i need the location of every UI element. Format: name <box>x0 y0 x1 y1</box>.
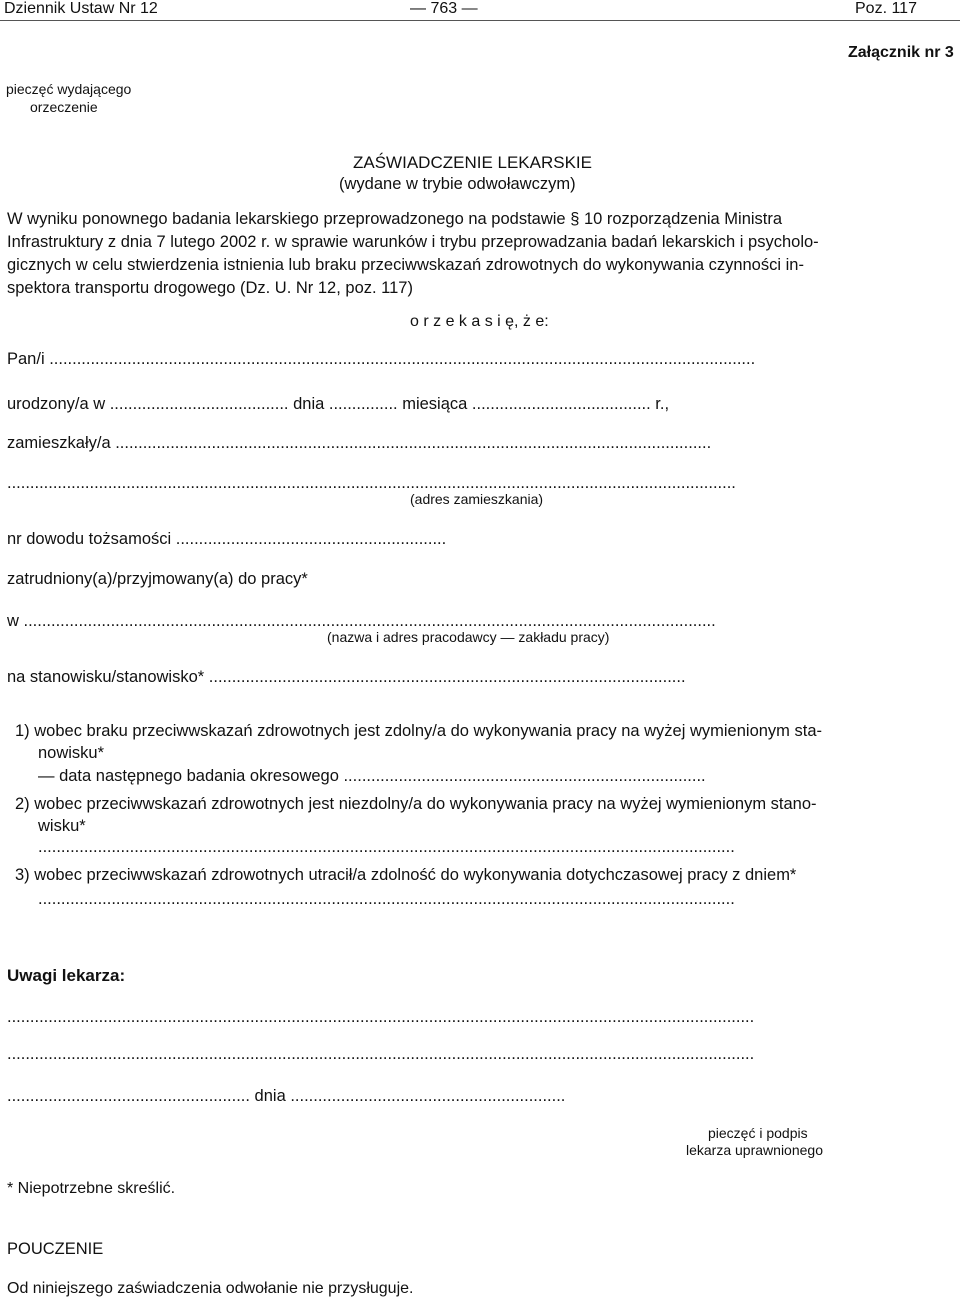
doctor-stamp-line2: lekarza uprawnionego <box>686 1142 823 1158</box>
issuer-stamp-line2: orzeczenie <box>30 99 98 115</box>
birth-field[interactable]: urodzony/a w ....................................... dnia ............... miesiąca ....................................... r., <box>7 395 670 413</box>
instruction-heading: POUCZENIE <box>7 1240 104 1258</box>
intro-line-3: gicznych w celu stwierdzenia istnienia lub braku przeciwwskazań zdrowotnych do wykonywania czynności in- <box>7 256 804 274</box>
option-2-dotted-line[interactable]: ........................................................................................................................................................ <box>38 838 735 856</box>
position-number: Poz. 117 <box>855 0 917 17</box>
instruction-text: Od niniejszego zaświadczenia odwołanie nie przysługuje. <box>7 1280 414 1297</box>
remarks-line-2[interactable]: ................................................................................................................................................................... <box>7 1045 755 1063</box>
header-rule <box>0 20 960 21</box>
option-1-line-2: nowisku* <box>38 744 105 762</box>
position-field[interactable]: na stanowisku/stanowisko* ........................................................................................................ <box>7 668 686 686</box>
page-number: — 763 — <box>410 0 478 17</box>
name-field[interactable]: Pan/i .......................................................................................................................................................... <box>7 350 756 368</box>
option-3-dotted-line[interactable]: ........................................................................................................................................................ <box>38 890 735 908</box>
residence-field[interactable]: zamieszkały/a .................................................................................................................................. <box>7 434 712 452</box>
id-number-field[interactable]: nr dowodu tożsamości ........................................................... <box>7 530 447 548</box>
document-title: ZAŚWIADCZENIE LEKARSKIE <box>353 153 592 172</box>
document-subtitle: (wydane w trybie odwoławczym) <box>339 175 576 193</box>
option-3-line-1: 3) wobec przeciwwskazań zdrowotnych utracił/a zdolność do wykonywania dotychczasowej pracy z dniem* <box>15 866 797 884</box>
journal-title: Dziennik Ustaw Nr 12 <box>4 0 158 17</box>
intro-line-4: spektora transportu drogowego (Dz. U. Nr 12, poz. 117) <box>7 279 413 297</box>
address-caption: (adres zamieszkania) <box>410 491 544 507</box>
employment-status: zatrudniony(a)/przyjmowany(a) do pracy* <box>7 570 308 588</box>
next-exam-date-field[interactable]: — data następnego badania okresowego ............................................................................... <box>38 767 706 785</box>
intro-line-2: Infrastruktury z dnia 7 lutego 2002 r. w sprawie warunków i trybu przeprowadzania badań lekarskich i psycholo- <box>7 233 819 251</box>
intro-line-1: W wyniku ponownego badania lekarskiego przeprowadzonego na podstawie § 10 rozporządzenia Ministra <box>7 210 783 228</box>
address-line[interactable]: ............................................................................................................................................................... <box>7 474 736 492</box>
remarks-line-1[interactable]: ................................................................................................................................................................... <box>7 1008 755 1026</box>
issuer-stamp-line1: pieczęć wydającego <box>6 81 132 97</box>
employer-caption: (nazwa i adres pracodawcy — zakładu pracy) <box>327 629 610 645</box>
ruling-heading: o r z e k a s i ę, ż e: <box>410 313 549 330</box>
employer-field[interactable]: w ....................................................................................................................................................... <box>7 612 716 630</box>
option-2-line-1: 2) wobec przeciwwskazań zdrowotnych jest niezdolny/a do wykonywania pracy na wyżej wymienionym stano- <box>15 795 817 813</box>
annex-label: Załącznik nr 3 <box>848 44 954 61</box>
place-date-field[interactable]: ..................................................... dnia ............................................................ <box>7 1087 566 1105</box>
option-2-line-2: wisku* <box>38 817 86 835</box>
option-1-line-1: 1) wobec braku przeciwwskazań zdrowotnych jest zdolny/a do wykonywania pracy na wyżej wymienionym sta- <box>15 722 823 740</box>
doctor-stamp-line1: pieczęć i podpis <box>708 1125 808 1141</box>
footnote: * Niepotrzebne skreślić. <box>7 1180 176 1197</box>
remarks-heading: Uwagi lekarza: <box>7 966 126 985</box>
